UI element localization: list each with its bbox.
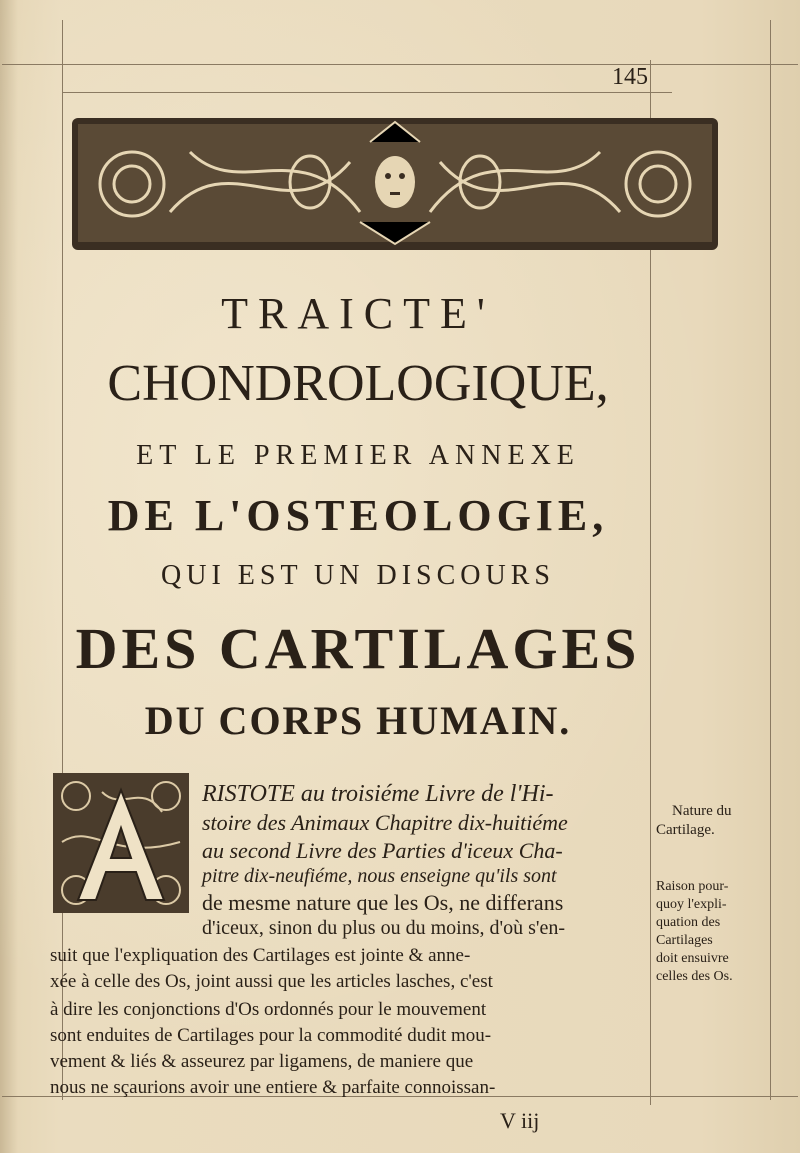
margin-note-line: celles des Os.: [656, 969, 733, 984]
body-line-1: RISTOTE au troisiéme Livre de l'Hi-: [202, 781, 554, 807]
title-line-5: QUI EST UN DISCOURS: [161, 560, 555, 591]
decorated-initial-a: [52, 772, 190, 914]
ornamental-headpiece: [70, 112, 720, 254]
margin-note-raison: [656, 878, 796, 986]
signature-mark: V iij: [500, 1108, 540, 1133]
title-line-7: DU CORPS HUMAIN.: [144, 698, 572, 743]
margin-note-line: quoy l'expli-: [656, 897, 727, 912]
body-line-6: d'iceux, sinon du plus ou du moins, d'où s'en-: [202, 917, 566, 939]
margin-note-line: Nature du: [672, 803, 732, 819]
body-line-5: de mesme nature que les Os, ne differans: [202, 890, 564, 915]
body-line-11: vement & liés & asseurez par ligamens, de maniere que: [50, 1051, 474, 1072]
margin-note-line: Cartilage.: [656, 822, 715, 838]
title-line-6: DES CARTILAGES: [75, 616, 641, 681]
margin-note-nature: [656, 802, 796, 840]
body-line-2: stoire des Animaux Chapitre dix-huitiéme: [202, 810, 568, 835]
body-line-12: nous ne sçaurions avoir une entiere & parfaite connoissan-: [50, 1077, 496, 1098]
title-line-2: CHONDROLOGIQUE,: [107, 355, 609, 412]
body-line-4: pitre dix-neufiéme, nous enseigne qu'ils sont: [202, 865, 557, 887]
body-line-7: suit que l'expliquation des Cartilages est jointe & anne-: [50, 945, 471, 966]
body-line-3: au second Livre des Parties d'iceux Cha-: [202, 838, 563, 863]
top-rule: [2, 64, 798, 65]
page-number: 145: [612, 64, 648, 90]
title-line-3: ET LE PREMIER ANNEXE: [136, 440, 580, 471]
title-line-1: TRAICTE': [221, 289, 495, 338]
body-line-10: sont enduites de Cartilages pour la commodité dudit mou-: [50, 1025, 492, 1046]
margin-note-line: quation des: [656, 915, 721, 930]
margin-note-line: Cartilages: [656, 933, 713, 948]
body-line-8: xée à celle des Os, joint aussi que les articles lasches, c'est: [50, 971, 493, 992]
margin-note-line: Raison pour-: [656, 879, 729, 894]
body-line-9: à dire les conjonctions d'Os ordonnés pour le mouvement: [50, 999, 487, 1020]
top-rule-inner: [62, 92, 672, 93]
title-line-4: DE L'OSTEOLOGIE,: [107, 491, 609, 540]
margin-note-line: doit ensuivre: [656, 951, 729, 966]
